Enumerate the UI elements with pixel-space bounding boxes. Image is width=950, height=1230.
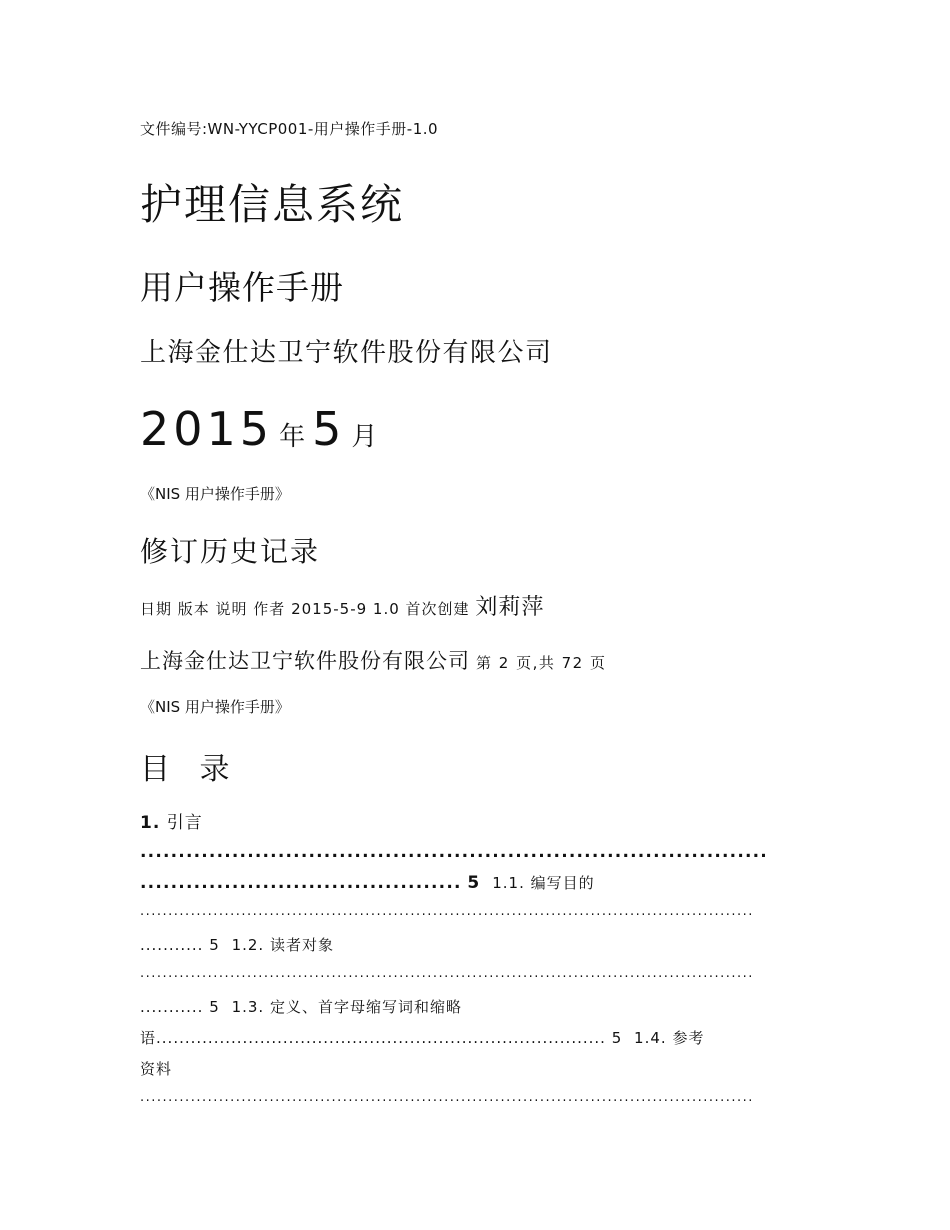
footer-company: 上海金仕达卫宁软件股份有限公司 bbox=[140, 649, 470, 673]
date-year: 2015 bbox=[140, 402, 274, 456]
toc-leader-dots: ............................................................................................................. bbox=[140, 1090, 754, 1105]
toc-item-1-page: 5 bbox=[467, 873, 481, 893]
document-date bbox=[140, 402, 384, 456]
date-month: 5 bbox=[312, 402, 346, 456]
toc-item-1-3[interactable] bbox=[140, 996, 462, 1017]
toc-leader-dots: ............................................................................................................. bbox=[140, 904, 754, 919]
toc-item-1-4[interactable] bbox=[140, 1027, 704, 1048]
revision-author: 刘莉萍 bbox=[475, 595, 545, 620]
toc-heading: 目 录 bbox=[140, 752, 240, 787]
toc-item-1-3-cont: 语 bbox=[140, 1029, 157, 1047]
toc-item-1-1[interactable] bbox=[140, 872, 595, 893]
toc-item-1-3-page: 5 bbox=[611, 1029, 623, 1047]
header-bookmark-2: 《NIS 用户操作手册》 bbox=[140, 698, 290, 716]
header-bookmark: 《NIS 用户操作手册》 bbox=[140, 485, 290, 503]
document-title: 护理信息系统 bbox=[140, 180, 405, 229]
toc-item-1-4-label: 1.4. 参考 bbox=[634, 1029, 705, 1047]
toc-item-1-1-page: 5 bbox=[209, 936, 220, 954]
toc-item-1-label: 引言 bbox=[166, 813, 203, 833]
revision-row-text: 日期 版本 说明 作者 2015-5-9 1.0 首次创建 bbox=[140, 600, 470, 618]
toc-leader-dots: .................................................................................. bbox=[140, 842, 768, 862]
toc-item-1-3-label: 1.3. 定义、首字母缩写词和缩略 bbox=[231, 998, 462, 1016]
toc-item-1[interactable] bbox=[140, 808, 203, 833]
document-subtitle: 用户操作手册 bbox=[140, 268, 344, 307]
date-year-unit: 年 bbox=[279, 422, 307, 452]
toc-item-1-4-cont: 资料 bbox=[140, 1060, 173, 1078]
toc-leader-dots-short: ........... bbox=[140, 998, 204, 1016]
toc-item-1-2[interactable] bbox=[140, 934, 334, 955]
toc-leader-dots-mid: .............................................................................. bbox=[156, 1029, 606, 1047]
revision-history-heading: 修订历史记录 bbox=[140, 535, 321, 568]
toc-leader-dots-prefix: .......................................... bbox=[140, 873, 462, 893]
company-name: 上海金仕达卫宁软件股份有限公司 bbox=[140, 338, 553, 368]
toc-leader-dots-short: ........... bbox=[140, 936, 204, 954]
date-month-unit: 月 bbox=[351, 422, 379, 452]
toc-item-1-number: 1. bbox=[140, 813, 161, 833]
footer-page-info: 第 2 页,共 72 页 bbox=[476, 654, 607, 672]
page-footer bbox=[140, 645, 606, 675]
toc-item-1-2-page: 5 bbox=[209, 998, 220, 1016]
revision-history-row bbox=[140, 590, 544, 621]
toc-leader-dots: ............................................................................................................. bbox=[140, 966, 754, 981]
toc-item-1-2-label: 1.2. 读者对象 bbox=[231, 936, 334, 954]
file-number: 文件编号:WN-YYCP001-用户操作手册-1.0 bbox=[140, 120, 439, 138]
toc-item-1-1-label: 1.1. 编写目的 bbox=[492, 874, 595, 892]
